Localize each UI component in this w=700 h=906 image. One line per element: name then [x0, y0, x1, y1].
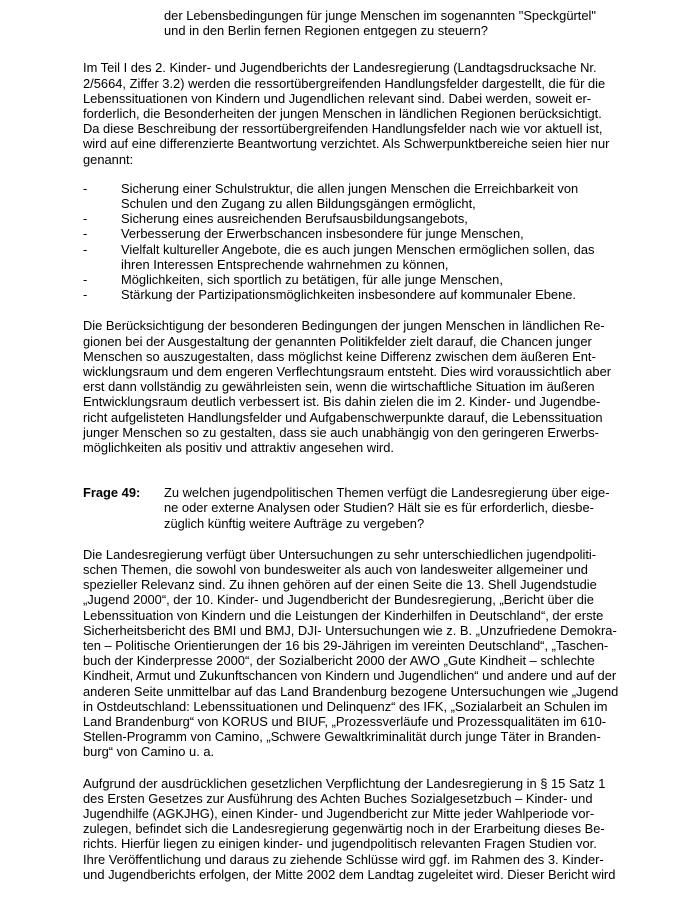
paragraph-line: Lebenssituationen von Kindern und Jugendlichen relevant sind. Dabei werden, soweit er-: [83, 90, 592, 106]
question-line: Zu welchen jugendpolitischen Themen verfügt die Landesregierung über eige-: [164, 485, 610, 501]
paragraph-line: Die Landesregierung verfügt über Untersuchungen zu sehr unterschiedlichen jugendpoliti-: [83, 546, 597, 562]
paragraph-line: Menschen so auszugestalten, dass möglichst keine Differenz zwischen dem äußeren Ent-: [83, 348, 596, 364]
question-label: Frage 49:: [83, 485, 141, 501]
continuation-line: der Lebensbedingungen für junge Menschen im sogenannten "Speckgürtel": [164, 8, 596, 23]
paragraph-line: Ihre Veröffentlichung und daraus zu ziehende Schlüsse wird ggf. im Rahmen des 3. Kinder-: [83, 851, 604, 867]
paragraph-line: ten – Politische Orientierungen der 16 bis 29-Jährigen im vereinten Deutschland“, „Taschen-: [83, 638, 609, 653]
list-marker: -: [83, 272, 88, 287]
paragraph-line: junger Menschen so zu gestalten, dass sie auch unabhängig von den geringeren Erwerbs-: [83, 424, 599, 440]
list-item-line: Schulen und den Zugang zu allen Bildungsgängen ermöglicht,: [121, 196, 476, 211]
list-marker: -: [83, 241, 88, 257]
question-line: züglich künftig weitere Aufträge zu vergeben?: [164, 515, 425, 531]
paragraph-line: Im Teil I des 2. Kinder- und Jugendberichts der Landesregierung (Landtagsdrucksache Nr.: [83, 60, 597, 76]
paragraph-line: Lebenssituation von Kindern und die Leistungen der Kinderhilfen in Deutschland“, der erste: [83, 607, 604, 623]
paragraph-line: des Ersten Gesetzes zur Ausführung des Achten Buches Sozialgesetzbuch – Kinder- und: [83, 790, 593, 806]
paragraph-line: burg“ von Camino u. a.: [83, 744, 215, 760]
paragraph-line: Aufgrund der ausdrücklichen gesetzlichen Verpflichtung der Landesregierung in § 15 Satz 1: [83, 775, 606, 791]
paragraph-line: Land Brandenburg“ von KORUS und BIUF, „Prozessverläufe und Prozessqualitäten im 610-: [83, 714, 607, 729]
paragraph-line: richts. Hierfür liegen zu einigen kinder- und jugendpolitisch relevanten Fragen Studien vor.: [83, 836, 597, 852]
paragraph-line: „Jugend 2000“, der 10. Kinder- und Jugendbericht der Bundesregierung, „Bericht über die: [83, 592, 594, 608]
list-marker: -: [83, 287, 88, 303]
paragraph-line: forderlich, die Besonderheiten der jungen Menschen in ländlichen Regionen berücksichtigt.: [83, 106, 602, 121]
paragraph-line: gionen bei der Ausgestaltung der genannten Politikfelder zielt darauf, die Chancen junger: [83, 333, 592, 349]
paragraph-line: richt aufgelisteten Handlungsfelder und Aufgabenschwerpunkte darauf, die Lebenssituation: [83, 409, 603, 425]
paragraph-line: möglichkeiten als positiv und attraktiv angesehen wird.: [83, 440, 394, 455]
paragraph-line: spezieller Relevanz sind. Zu ihnen gehören auf der einen Seite die 13. Shell Jugendstudie: [83, 577, 597, 593]
paragraph-line: Entwicklungsraum deutlich verbessert ist. Bis dahin zielen die im 2. Kinder- und Jugendbe-: [83, 394, 601, 410]
paragraph-line: wird auf eine differenzierte Beantwortung verzichtet. Als Schwerpunktbereiche seien hier nur: [83, 136, 610, 152]
paragraph-line: zulegen, befindet sich die Landesregierung gegenwärtig noch in der Erarbeitung dieses Be-: [83, 821, 605, 837]
list-item-line: Vielfalt kultureller Angebote, die es auch jungen Menschen ermöglichen sollen, das: [121, 241, 595, 257]
paragraph-line: Jugendhilfe (AGKJHG), einen Kinder- und Jugendbericht zur Mitte jeder Wahlperiode vor-: [83, 806, 595, 821]
list-item-line: Sicherung eines ausreichenden Berufsausbildungsangebots,: [121, 211, 468, 227]
paragraph-line: in Ostdeutschland: Lebenssituationen und Delinquenz“ des IFK, „Sozialarbeit an Schulen im: [83, 698, 608, 714]
paragraph-line: anderen Seite unmittelbar auf das Land Brandenburg bezogene Untersuchungen wie „Jugend: [83, 683, 619, 699]
paragraph-line: und Jugendberichts erfolgen, der Mitte 2002 dem Landtag zugeleitet wird. Dieser Bericht wird: [83, 866, 616, 882]
paragraph-line: schen Themen, die sowohl von bundesweiter als auch von landesweiter allgemeiner und: [83, 562, 588, 577]
list-marker: -: [83, 226, 88, 242]
list-marker: -: [83, 180, 88, 196]
paragraph-line: 2/5664, Ziffer 3.2) werden die ressortübergreifenden Handlungsfelder dargestellt, die für die: [83, 75, 606, 91]
paragraph-line: Sicherheitsbericht des BMI und BMJ, DJI- Untersuchungen wie z. B. „Unzufriedene Demokra-: [83, 622, 617, 638]
list-item-line: Verbesserung der Erwerbschancen insbesondere für junge Menschen,: [121, 226, 524, 242]
paragraph-line: wicklungsraum und dem engeren Verflechtungsraum entsteht. Dies wird voraussichtlich aber: [83, 364, 612, 379]
paragraph-line: Da diese Beschreibung der ressortübergreifenden Handlungsfelder nach wie vor aktuell ist,: [83, 121, 603, 137]
list-marker: -: [83, 211, 88, 227]
paragraph-line: Die Berücksichtigung der besonderen Bedingungen der jungen Menschen in ländlichen Re-: [83, 318, 605, 334]
paragraph-line: Kindheit, Armut und Zukunftschancen von Kindern und Jugendlichen“ und andere und auf der: [83, 668, 617, 684]
list-item-line: ihren Interessen Entsprechende wahrnehmen zu können,: [121, 256, 449, 272]
list-item-line: Möglichkeiten, sich sportlich zu betätigen, für alle junge Menschen,: [121, 272, 503, 287]
paragraph-line: Stellen-Programm von Camino, „Schwere Gewaltkriminalität durch junge Täter in Branden-: [83, 729, 601, 745]
paragraph-line: buch der Kinderpresse 2000“, der Sozialbericht 2000 der AWO „Gute Kindheit – schlechte: [83, 653, 595, 669]
paragraph-line: erst dann vollständig zu gewährleisten sein, wenn die wirtschaftliche Situation im äußeren: [83, 379, 595, 395]
continuation-line: und in den Berlin fernen Regionen entgegen zu steuern?: [164, 23, 488, 39]
question-line: ne oder externe Analysen oder Studien? Hält sie es für erforderlich, diesbe-: [164, 500, 594, 516]
list-item-line: Sicherung einer Schulstruktur, die allen jungen Menschen die Erreichbarkeit von: [121, 180, 579, 196]
paragraph-line: genannt:: [83, 151, 134, 167]
list-item-line: Stärkung der Partizipationsmöglichkeiten insbesondere auf kommunaler Ebene.: [121, 287, 577, 303]
